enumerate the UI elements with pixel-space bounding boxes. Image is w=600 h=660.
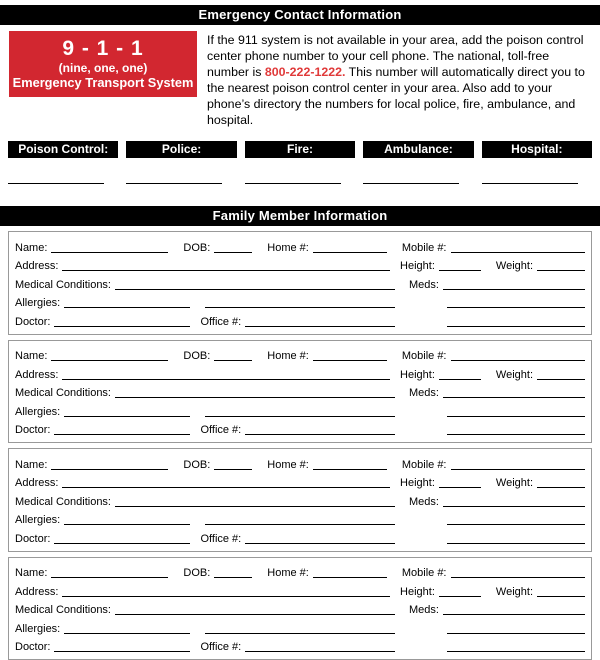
ambulance-label: Ambulance: <box>363 141 473 158</box>
ambulance-write-line <box>363 182 459 184</box>
allergies-label: Allergies: <box>15 296 60 310</box>
meds-continuation-line <box>447 523 585 525</box>
medical-conditions-write-line <box>115 613 395 615</box>
office-number-write-line <box>245 542 395 544</box>
911-red-box <box>9 31 197 97</box>
name-row <box>15 345 585 364</box>
office-number-label: Office #: <box>200 640 241 654</box>
medical-conditions-row <box>15 273 585 292</box>
weight-write-line <box>537 486 585 488</box>
doctor-write-line <box>54 542 190 544</box>
allergies-row <box>15 292 585 311</box>
home-number-label: Home #: <box>267 458 309 472</box>
address-label: Address: <box>15 585 58 599</box>
allergies-label: Allergies: <box>15 622 60 636</box>
dob-label: DOB: <box>183 349 210 363</box>
mobile-number-write-line <box>451 359 586 361</box>
medical-conditions-label: Medical Conditions: <box>15 278 111 292</box>
weight-write-line <box>537 595 585 597</box>
home-number-label: Home #: <box>267 349 309 363</box>
home-number-label: Home #: <box>267 241 309 255</box>
emergency-contact-header <box>0 5 600 25</box>
address-label: Address: <box>15 259 58 273</box>
meds-write-line <box>443 396 585 398</box>
911-number: 9 - 1 - 1 <box>9 38 197 60</box>
allergies-write-line <box>64 523 190 525</box>
emergency-contact-header-title: Emergency Contact Information <box>199 7 402 22</box>
doctor-write-line <box>54 433 190 435</box>
address-row <box>15 580 585 599</box>
doctor-row <box>15 636 585 655</box>
name-write-line <box>51 251 168 253</box>
meds-continuation-line <box>447 306 585 308</box>
name-write-line <box>51 576 168 578</box>
weight-label: Weight: <box>496 259 533 273</box>
meds-continuation-line-2 <box>447 433 585 435</box>
dob-label: DOB: <box>183 458 210 472</box>
meds-continuation-line-2 <box>447 542 585 544</box>
meds-continuation-line <box>447 632 585 634</box>
family-member-block <box>8 231 592 335</box>
meds-label: Meds: <box>409 495 439 509</box>
address-row <box>15 472 585 491</box>
police-label: Police: <box>126 141 236 158</box>
meds-continuation-line <box>447 415 585 417</box>
allergies-write-line <box>64 632 190 634</box>
weight-write-line <box>537 269 585 271</box>
name-row <box>15 453 585 472</box>
allergies-row <box>15 509 585 528</box>
911-words: (nine, one, one) <box>9 61 197 75</box>
height-write-line <box>439 269 481 271</box>
address-row <box>15 363 585 382</box>
allergies-label: Allergies: <box>15 513 60 527</box>
mobile-number-label: Mobile #: <box>402 349 447 363</box>
fire-label: Fire: <box>245 141 355 158</box>
medical-conditions-row <box>15 382 585 401</box>
height-write-line <box>439 378 481 380</box>
allergies-continuation-line <box>205 632 395 634</box>
family-member-block <box>8 557 592 660</box>
name-label: Name: <box>15 566 47 580</box>
contact-labels-row <box>0 141 600 158</box>
dob-write-line <box>214 576 252 578</box>
name-label: Name: <box>15 241 47 255</box>
meds-continuation-line-2 <box>447 325 585 327</box>
allergies-continuation-line <box>205 306 395 308</box>
contact-write-in-lines <box>0 182 600 184</box>
hospital-write-line <box>482 182 578 184</box>
address-label: Address: <box>15 368 58 382</box>
medical-conditions-label: Medical Conditions: <box>15 495 111 509</box>
meds-label: Meds: <box>409 386 439 400</box>
doctor-label: Doctor: <box>15 640 50 654</box>
mobile-number-write-line <box>451 576 586 578</box>
emergency-form-page <box>0 5 600 660</box>
intro-text-after: This number will automatically direct you to the nearest poison control center in your area. Also add to your phone’s directory the numbers for local police, fire, ambulance, and hospital. <box>207 65 585 127</box>
intro-text-before: If the 911 system is not available in your area, add the poison control center phone number to your cell phone. The national, toll-free number is <box>207 33 584 79</box>
office-number-write-line <box>245 325 395 327</box>
medical-conditions-label: Medical Conditions: <box>15 386 111 400</box>
doctor-write-line <box>54 650 190 652</box>
dob-write-line <box>214 359 252 361</box>
height-write-line <box>439 486 481 488</box>
weight-label: Weight: <box>496 368 533 382</box>
dob-label: DOB: <box>183 566 210 580</box>
intro-section <box>0 31 600 128</box>
name-write-line <box>51 468 168 470</box>
mobile-number-label: Mobile #: <box>402 566 447 580</box>
meds-label: Meds: <box>409 603 439 617</box>
doctor-row <box>15 527 585 546</box>
home-number-write-line <box>313 359 387 361</box>
home-number-write-line <box>313 251 387 253</box>
meds-write-line <box>443 288 585 290</box>
allergies-write-line <box>64 306 190 308</box>
mobile-number-write-line <box>451 251 586 253</box>
address-write-line <box>62 378 390 380</box>
family-member-header <box>0 206 600 226</box>
office-number-write-line <box>245 433 395 435</box>
doctor-label: Doctor: <box>15 532 50 546</box>
home-number-label: Home #: <box>267 566 309 580</box>
height-label: Height: <box>400 259 435 273</box>
height-label: Height: <box>400 476 435 490</box>
meds-continuation-line-2 <box>447 650 585 652</box>
home-number-write-line <box>313 468 387 470</box>
name-label: Name: <box>15 349 47 363</box>
poison-control-write-line <box>8 182 104 184</box>
address-write-line <box>62 269 390 271</box>
hospital-label: Hospital: <box>482 141 592 158</box>
medical-conditions-label: Medical Conditions: <box>15 603 111 617</box>
family-member-blocks <box>0 231 600 660</box>
address-write-line <box>62 595 390 597</box>
meds-label: Meds: <box>409 278 439 292</box>
name-row <box>15 562 585 581</box>
dob-write-line <box>214 251 252 253</box>
mobile-number-label: Mobile #: <box>402 241 447 255</box>
address-write-line <box>62 486 390 488</box>
weight-label: Weight: <box>496 476 533 490</box>
doctor-label: Doctor: <box>15 315 50 329</box>
weight-write-line <box>537 378 585 380</box>
allergies-continuation-line <box>205 523 395 525</box>
doctor-write-line <box>54 325 190 327</box>
allergies-row <box>15 400 585 419</box>
office-number-label: Office #: <box>200 315 241 329</box>
medical-conditions-write-line <box>115 505 395 507</box>
family-member-block <box>8 448 592 552</box>
office-number-label: Office #: <box>200 532 241 546</box>
height-write-line <box>439 595 481 597</box>
allergies-row <box>15 617 585 636</box>
home-number-write-line <box>313 576 387 578</box>
mobile-number-label: Mobile #: <box>402 458 447 472</box>
office-number-label: Office #: <box>200 423 241 437</box>
dob-write-line <box>214 468 252 470</box>
height-label: Height: <box>400 368 435 382</box>
intro-paragraph <box>207 31 591 128</box>
doctor-row <box>15 419 585 438</box>
allergies-write-line <box>64 415 190 417</box>
mobile-number-write-line <box>451 468 586 470</box>
name-row <box>15 236 585 255</box>
medical-conditions-row <box>15 599 585 618</box>
medical-conditions-row <box>15 490 585 509</box>
family-member-header-title: Family Member Information <box>213 208 388 223</box>
meds-write-line <box>443 613 585 615</box>
poison-control-phone-number: 800-222-1222. <box>265 65 346 79</box>
fire-write-line <box>245 182 341 184</box>
name-write-line <box>51 359 168 361</box>
911-subtitle: Emergency Transport System <box>9 75 197 90</box>
office-number-write-line <box>245 650 395 652</box>
police-write-line <box>126 182 222 184</box>
address-row <box>15 255 585 274</box>
medical-conditions-write-line <box>115 396 395 398</box>
family-member-block <box>8 340 592 444</box>
height-label: Height: <box>400 585 435 599</box>
name-label: Name: <box>15 458 47 472</box>
address-label: Address: <box>15 476 58 490</box>
medical-conditions-write-line <box>115 288 395 290</box>
allergies-label: Allergies: <box>15 405 60 419</box>
doctor-row <box>15 310 585 329</box>
meds-write-line <box>443 505 585 507</box>
allergies-continuation-line <box>205 415 395 417</box>
doctor-label: Doctor: <box>15 423 50 437</box>
dob-label: DOB: <box>183 241 210 255</box>
weight-label: Weight: <box>496 585 533 599</box>
poison-control-label: Poison Control: <box>8 141 118 158</box>
